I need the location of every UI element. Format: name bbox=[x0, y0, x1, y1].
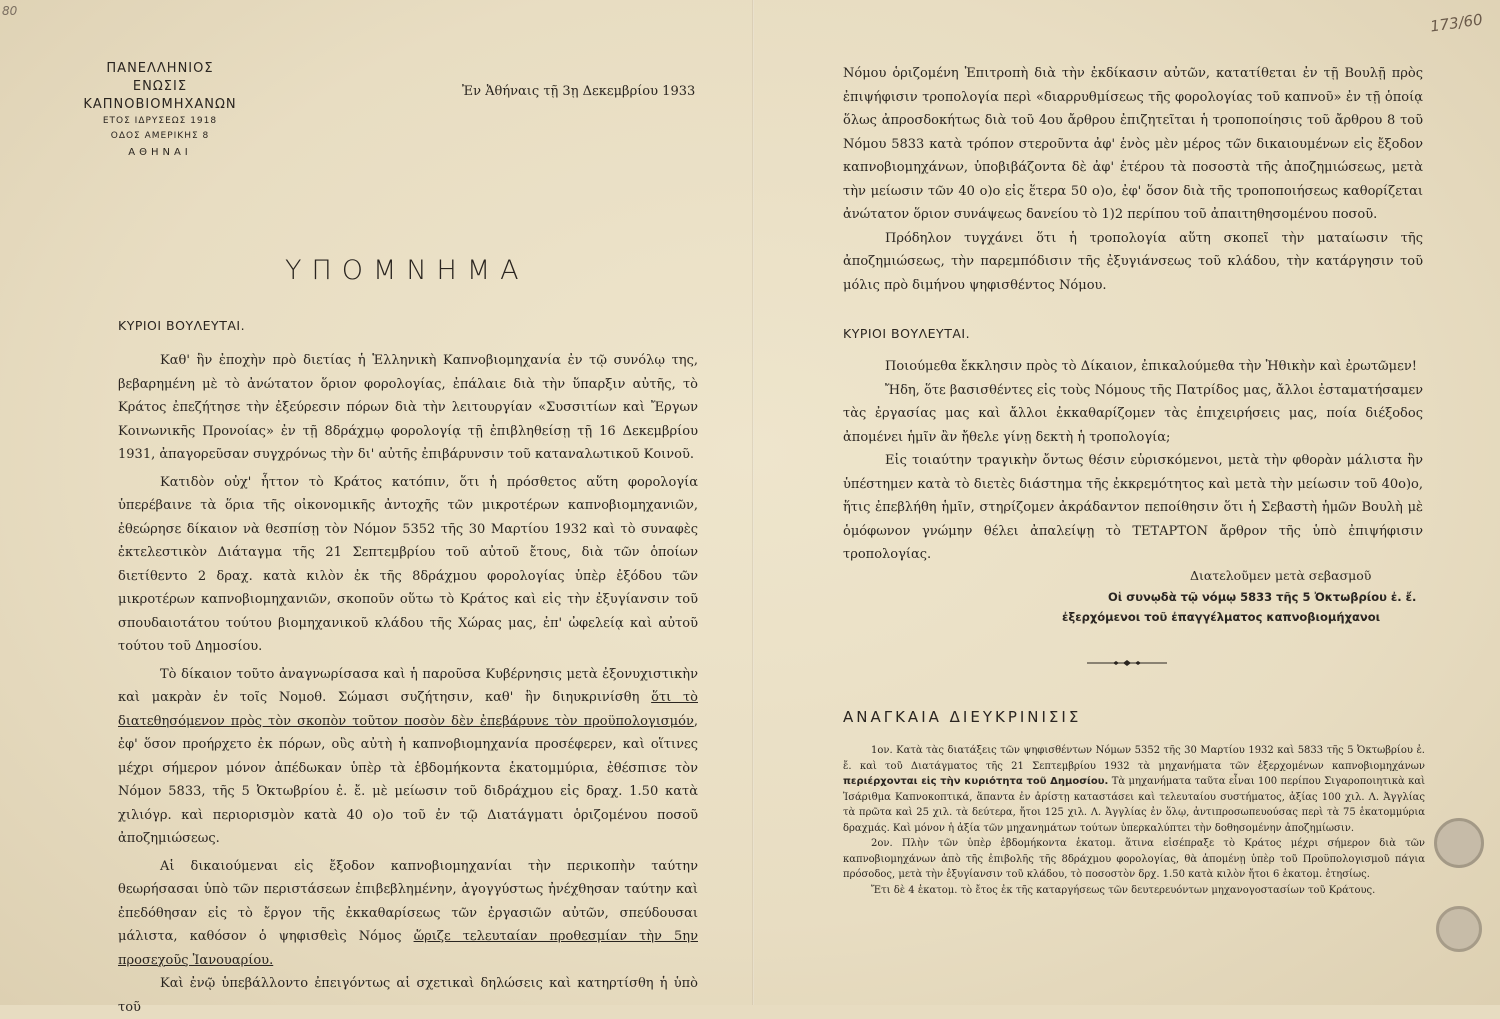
margin-mark: 80 bbox=[2, 4, 18, 18]
notes-section bbox=[843, 743, 1425, 898]
paragraph: Ποιούμεθα ἔκκλησιν πρὸς τὸ Δίκαιον, ἐπικαλούμεθα τὴν Ἠθικὴν καὶ ἐρωτῶμεν! bbox=[885, 359, 1417, 374]
paragraph: Πρόδηλον τυγχάνει ὅτι ἡ τροπολογία αὕτη σκοπεῖ τὴν ματαίωσιν τῆς ἀποζημιώσεως, τὴν παρεμπόδισιν τῆς ἐξυγιάνσεως τοῦ κλάδου, τὴν κατάργησιν τοῦ μόλις πρὸ διμήνου ψηφισθέντος Νόμου. bbox=[843, 230, 1423, 293]
paragraph-text: Τὸ δίκαιον τοῦτο ἀναγνωρίσασα καὶ ἡ παροῦσα Κυβέρνησις μετὰ ἐξονυχιστικὴν καὶ μακρὰν ἐν τοῖς Νομοθ. Σώμασι συζήτησιν, καθ' ἣν διηυκρινίσθη bbox=[118, 666, 698, 705]
notes-title: ΑΝΑΓΚΑΙΑ ΔΙΕΥΚΡΙΝΙΣΙΣ bbox=[843, 708, 1082, 726]
archive-stamp-icon bbox=[1434, 818, 1484, 868]
note-item bbox=[843, 743, 1425, 836]
paragraph: Εἰς τοιαύτην τραγικὴν ὄντως θέσιν εὑρισκόμενοι, μετὰ τὴν φθορὰν μάλιστα ἣν ὑπέστημεν κατὰ τὸ διετὲς διάστημα τῆς ἐκκρεμότητος καὶ μετὰ τὴν μείωσιν τοῦ 40ο)ο, ἥτις ἐπεβλήθη ἡμῖν, στηρίζομεν ἀκράδαντον πεποίθησιν ὅτι ἡ Σεβαστὴ ἡμῶν Βουλὴ μὲ ὁμόφωνον γνώμην θέλει ἀπαλείψῃ τὸ ΤΕΤΑΡΤΟΝ ἄρθρον τῆς ὑπὸ ἐπιψήφισιν τροπολογίας. bbox=[843, 453, 1423, 562]
dateline: Ἐν Ἀθήναις τῇ 3ῃ Δεκεμβρίου 1933 bbox=[462, 84, 696, 99]
salutation-left: ΚΥΡΙΟΙ ΒΟΥΛΕΥΤΑΙ. bbox=[118, 318, 246, 333]
document-title: ΥΠΟΜΝΗΜΑ bbox=[285, 255, 529, 286]
right-column-top bbox=[843, 62, 1423, 297]
archive-number: 173/60 bbox=[1429, 10, 1484, 36]
center-fold bbox=[752, 0, 754, 1005]
note-text: 1ον. Κατὰ τὰς διατάξεις τῶν ψηφισθέντων Νόμων 5352 τῆς 30 Μαρτίου 1932 καὶ 5833 τῆς 5 Ὀκτωβρίου ἐ. ἔ. καὶ τοῦ Διατάγματος τῆς 21 Σεπτεμβρίου 1932 τὰ μηχανήματα τῶν ἐξερχομένων καπνοβιομηχάνων bbox=[843, 745, 1425, 772]
letterhead-line4: ΟΔΟΣ ΑΜΕΡΙΚΗΣ 8 bbox=[110, 131, 210, 141]
underlined-text: ὅτι τὸ διατεθησόμενον πρὸς τὸν σκοπὸν τοῦτον ποσὸν δὲν ἐπεβάρυνε τὸν προϋπολογισμόν bbox=[118, 690, 698, 729]
letterhead-line1: ΠΑΝΕΛΛΗΝΙΟΣ bbox=[106, 61, 214, 76]
signature-line1: Οἱ συνῳδὰ τῷ νόμῳ 5833 τῆς 5 Ὀκτωβρίου ἐ. ἔ. bbox=[1108, 590, 1417, 604]
paragraph bbox=[118, 663, 698, 851]
letterhead-line5: ΑΘΗΝΑΙ bbox=[128, 147, 192, 158]
note-item: Ἔτι δὲ 4 ἑκατομ. τὸ ἔτος ἐκ τῆς καταργήσεως τῶν δευτερευόντων μηχανογοστασίων τοῦ Κράτους. bbox=[871, 884, 1376, 896]
note-emphasis: περιέρχονται εἰς τὴν κυριότητα τοῦ Δημοσίου. bbox=[843, 776, 1109, 787]
underlined-text: ὥριζε τελευταίαν προθεσμίαν τὴν 5ην προσεχοῦς Ἰανουαρίου. bbox=[118, 929, 698, 968]
paragraph: Ἤδη, ὅτε βασισθέντες εἰς τοὺς Νόμους τῆς Πατρίδος μας, ἄλλοι ἐσταματήσαμεν τὰς ἐργασίας μας καὶ ἄλλοι ἐκκαθαρίζομεν τὰς ἐπιχειρήσεις μας, ποία διέξοδος ἀπομένει ἡμῖν ἂν ἤθελε γίνῃ δεκτὴ ἡ τροπολογία; bbox=[843, 382, 1423, 445]
note-item: 2ον. Πλὴν τῶν ὑπὲρ ἑβδομήκοντα ἑκατομ. ἅτινα εἰσέπραξε τὸ Κράτος μέχρι σήμερον διὰ τῶν καπνοβιομηχάνων ἀπὸ τῆς ἐπιβολῆς τῆς 8δράχμου φορολογίας, θὰ ἀπομένῃ ὑπὲρ τοῦ Προϋπολογισμοῦ πάγια πρόσοδος, μετὰ τὴν ἐξυγίανσιν τοῦ κλάδου, τὸ ποσοστὸν δρχ. 1.50 κατὰ κιλὸν ἤτοι 6 ἑκατομ. ἐτησίως. bbox=[843, 838, 1425, 880]
salutation-right: ΚΥΡΙΟΙ ΒΟΥΛΕΥΤΑΙ. bbox=[843, 326, 971, 341]
paragraph: Νόμου ὁριζομένη Ἐπιτροπὴ διὰ τὴν ἐκδίκασιν αὐτῶν, κατατίθεται ἐν τῇ Βουλῇ πρὸς ἐπιψήφισιν τροπολογία περὶ «διαρρυθμίσεως τῆς φορολογίας τοῦ καπνοῦ» ἐν τῇ ὁποίᾳ ὅλως ἀπροσδοκήτως διὰ τοῦ 4ου ἄρθρου ἐπιζητεῖται ἡ τροποποίησις τοῦ ἄρθρου 8 τοῦ Νόμου 5833 κατὰ τρόπον στεροῦντα ἀφ' ἑνὸς μὲν μέρος τῶν δικαιουμένων εἰς ἔξοδον καπνοβιομηχάνων, ὑποβιβάζοντα δὲ ἀφ' ἑτέρου τὰ ποσοστὰ τῆς ἀποζημιώσεως, μετὰ τὴν μείωσιν τῶν 40 ο)ο εἰς ἕτερα 50 ο)ο, ἐφ' ὅσον διὰ τῆς τροποποιήσεως καθορίζεται ἀνώτατον ὅριον συνάψεως δανείου τὸ 1)2 περίπου τοῦ ἀπαιτηθησομένου ποσοῦ. bbox=[843, 66, 1423, 222]
paragraph: Κατιδὸν οὐχ' ἧττον τὸ Κράτος κατόπιν, ὅτι ἡ πρόσθετος αὕτη φορολογία ὑπερέβαινε τὰ ὅρια τῆς οἰκονομικῆς ἀντοχῆς τῶν μικροτέρων καπνοβιομηχανιῶν, ἐθεώρησε δίκαιον νὰ θεσπίσῃ τὸν Νόμον 5352 τῆς 30 Μαρτίου 1932 καὶ τὸ συναφὲς ἐκτελεστικὸν Διάταγμα τῆς 21 Σεπτεμβρίου τοῦ αὐτοῦ ἔτους, διὰ τῶν ὁποίων διετίθεντο 2 δραχ. κατὰ κιλὸν ἐκ τῆς 8δράχμου φορολογίας ὑπὲρ ἐξόδου τῶν μικροτέρων καπνοβιομηχανιῶν, σκοποῦν οὕτω τὸ Κράτος καὶ εἰς τὴν ἐξυγίανσιν τοῦ σπουδαιοτάτου τούτου βιομηχανικοῦ κλάδου τῆς Χώρας μας, ἐπ' ὠφελείᾳ καὶ αὐτοῦ τούτου τοῦ Δημοσίου. bbox=[118, 474, 698, 654]
paragraph-text: Αἱ δικαιούμεναι εἰς ἔξοδον καπνοβιομηχανίαι τὴν περικοπὴν ταύτην θεωρήσασαι ὑπὸ τῶν περιστάσεων ἐπιβεβλημένην, ἀγογγύστως ἠνέχθησαν ταύτην καὶ ἐπεδόθησαν εἰς τὸ ἔργον τῆς ἐκκαθαρίσεως τῶν ἐργασιῶν αὐτῶν, σπεύδουσαι μάλιστα, καθόσον ὁ ψηφισθεὶς Νόμος bbox=[118, 858, 698, 944]
paragraph: Καθ' ἣν ἐποχὴν πρὸ διετίας ἡ Ἑλληνικὴ Καπνοβιομηχανία ἐν τῷ συνόλῳ της, βεβαρημένη μὲ τὸ ἀνώτατον ὅριον φορολογίας, ἐπάλαιε διὰ τὴν ὕπαρξιν αὐτῆς, τὸ Κράτος ἐπεζήτησε τὴν ἐξεύρεσιν πόρων διὰ τὴν λειτουργίαν «Συσσιτίων καὶ Ἔργων Κοινωνικῆς Προνοίας» ἐν τῇ 8δράχμῳ φορολογίᾳ τῇ ἐπιβληθείσῃ τῇ 16 Δεκεμβρίου 1931, ἀπαγορεῦσαν συγχρόνως τὴν δι' αὐτῆς ἐπιβάρυνσιν τοῦ καταναλωτικοῦ Κοινοῦ. bbox=[118, 353, 698, 462]
left-column bbox=[118, 349, 698, 1019]
closing: Διατελοῦμεν μετὰ σεβασμοῦ bbox=[1190, 568, 1372, 583]
archive-stamp-icon bbox=[1436, 906, 1482, 952]
right-column-bottom bbox=[843, 355, 1423, 567]
note-text: Τὰ μηχανήματα ταῦτα εἶναι 100 περίπου Σιγαροποιητικὰ καὶ Ἰσάριθμα Καπνοκοπτικά, ἅπαντα ἐν ἀρίστῃ καταστάσει καὶ τελευταίου συστήματος, ἀξίας 100 χιλ. Λ. Ἀγγλίας τὰ πρῶτα καὶ 25 χιλ. τὰ δεύτερα, ἤτοι 125 χιλ. Λ. Ἀγγλίας ἐν ὅλῳ, ἀντιπροσωπευούσας περὶ τὰ 75 ἑκατομμύρια δραχμάς. Καὶ μόνον ἡ ἀξία τῶν μηχανημάτων τούτων ὑπερκαλύπτει τὴν δοθησομένην ἀποζημίωσιν. bbox=[843, 776, 1425, 834]
paragraph-text: , ἐφ' ὅσον προήρχετο ἐκ πόρων, οὓς αὐτὴ ἡ καπνοβιομηχανία προσέφερεν, καὶ οἵτινες μέχρι σήμερον μόνον ἀπέδωκαν ὑπὲρ τὰ ἑβδομήκοντα ἑκατομμύρια, ἐθέσπισε τὸν Νόμον 5833, τῆς 5 Ὀκτωβρίου ἐ. ἔ. μὲ μείωσιν τοῦ διδράχμου εἰς δραχ. 1.50 κατὰ χιλιόγρ. καὶ περιορισμὸν κατὰ 40 ο)ο τοῦ ἐν τῷ Διατάγματι ὁριζομένου ποσοῦ ἀποζημιώσεως. bbox=[118, 713, 698, 846]
paragraph bbox=[118, 855, 698, 973]
letterhead-line3: ΕΤΟΣ ΙΔΡΥΣΕΩΣ 1918 bbox=[102, 116, 218, 126]
signature-line2: ἐξερχόμενοι τοῦ ἐπαγγέλματος καπνοβιομήχανοι bbox=[1062, 610, 1381, 624]
letterhead bbox=[55, 60, 265, 161]
paragraph: Καὶ ἐνῷ ὑπεβάλλοντο ἐπειγόντως αἱ σχετικαὶ δηλώσεις καὶ κατηρτίσθη ἡ ὑπὸ τοῦ bbox=[118, 976, 698, 1015]
letterhead-line2: ΕΝΩΣΙΣ ΚΑΠΝΟΒΙΟΜΗΧΑΝΩΝ bbox=[83, 79, 237, 112]
divider-ornament bbox=[1087, 660, 1167, 666]
